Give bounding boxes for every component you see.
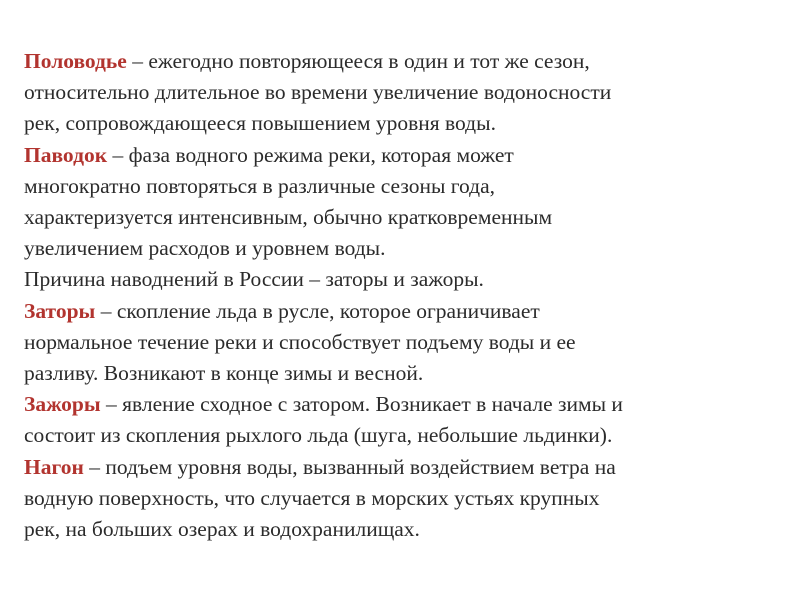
definition-text: состоит из скопления рыхлого льда (шуга, небольшие льдинки). (24, 423, 613, 448)
text-line (24, 233, 784, 264)
term-pavodok: Паводок (24, 142, 108, 167)
text-line (24, 514, 784, 545)
definition-text: нормальное течение реки и способствует подъему воды и ее (24, 329, 576, 354)
text-line (24, 452, 784, 483)
definition-text: – скопление льда в русле, которое ограничивает (95, 298, 540, 323)
definition-text: характеризуется интенсивным, обычно кратковременным (24, 205, 553, 230)
term-nagon: Нагон (24, 454, 84, 479)
definition-text: разливу. Возникают в конце зимы и весной. (24, 361, 424, 386)
text-line (24, 77, 784, 108)
text-line (24, 327, 784, 358)
definition-text: водную поверхность, что случается в морских устьях крупных (24, 485, 600, 510)
text-line (24, 483, 784, 514)
text-line (24, 202, 784, 233)
text-line (24, 171, 784, 202)
term-zazhory: Зажоры (24, 392, 101, 417)
definitions-text-block (24, 46, 784, 545)
definition-text: относительно длительное во времени увеличение водоносности (24, 80, 612, 105)
text-line (24, 264, 784, 295)
definition-text: многократно повторяться в различные сезоны года, (24, 173, 496, 198)
text-line (24, 420, 784, 451)
definition-text: рек, на больших озерах и водохранилищах. (24, 517, 420, 542)
definition-text: – фаза водного режима реки, которая может (107, 142, 514, 167)
text-line (24, 140, 784, 171)
definition-text: – подъем уровня воды, вызванный воздействием ветра на (83, 454, 616, 479)
text-line (24, 46, 784, 77)
term-zatory: Заторы (24, 298, 96, 323)
text-line (24, 358, 784, 389)
text-line (24, 296, 784, 327)
definition-text: – ежегодно повторяющееся в один и тот же сезон, (126, 49, 590, 73)
definition-text: увеличением расходов и уровнем воды. (24, 236, 386, 261)
term-polovodye: Половодье (24, 49, 127, 73)
definition-text: Причина наводнений в России – заторы и зажоры. (24, 267, 484, 292)
definition-text: – явление сходное с затором. Возникает в начале зимы и (100, 392, 623, 417)
text-line (24, 108, 784, 139)
definition-text: рек, сопровождающееся повышением уровня воды. (24, 111, 496, 136)
text-line (24, 389, 784, 420)
